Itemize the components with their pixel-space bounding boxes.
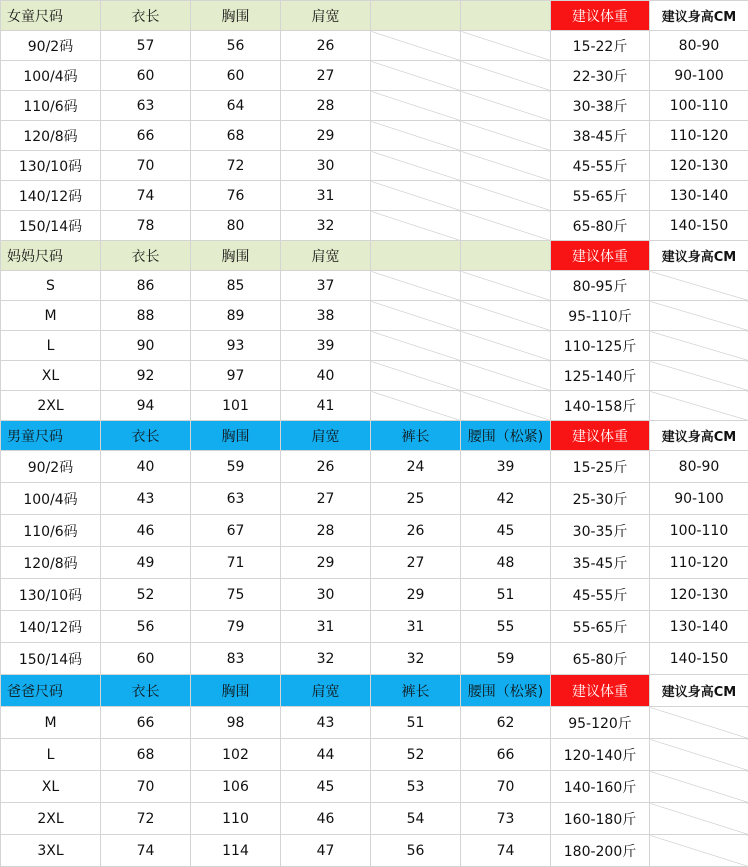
header-pants-length — [371, 241, 461, 271]
cell-length: 68 — [101, 739, 191, 771]
cell-weight: 80-95斤 — [551, 271, 650, 301]
cell-length: 78 — [101, 211, 191, 241]
cell-height: 120-130 — [650, 579, 748, 611]
cell-shoulder: 29 — [281, 121, 371, 151]
cell-chest: 106 — [191, 771, 281, 803]
table-header-row — [1, 675, 748, 707]
cell-shoulder: 45 — [281, 771, 371, 803]
header-shoulder: 肩宽 — [281, 421, 371, 451]
cell-chest: 85 — [191, 271, 281, 301]
cell-height: 120-130 — [650, 151, 748, 181]
cell-size: 120/8码 — [1, 121, 101, 151]
boys-size-table — [0, 420, 748, 675]
header-pants-length — [371, 1, 461, 31]
header-shoulder: 肩宽 — [281, 1, 371, 31]
header-weight: 建议体重 — [551, 241, 650, 271]
cell-shoulder: 47 — [281, 835, 371, 867]
cell-chest: 60 — [191, 61, 281, 91]
header-size: 爸爸尺码 — [1, 675, 101, 707]
cell-shoulder: 41 — [281, 391, 371, 421]
cell-size: 150/14码 — [1, 643, 101, 675]
header-length: 衣长 — [101, 675, 191, 707]
empty-cell-pants-length — [371, 361, 461, 391]
cell-pants-length: 53 — [371, 771, 461, 803]
cell-weight: 160-180斤 — [551, 803, 650, 835]
cell-size: L — [1, 331, 101, 361]
cell-size: 90/2码 — [1, 31, 101, 61]
header-length: 衣长 — [101, 1, 191, 31]
cell-shoulder: 27 — [281, 61, 371, 91]
table-header-row — [1, 1, 748, 31]
table-row — [1, 451, 748, 483]
cell-pants-length: 25 — [371, 483, 461, 515]
cell-shoulder: 31 — [281, 181, 371, 211]
cell-height: 110-120 — [650, 121, 748, 151]
cell-length: 94 — [101, 391, 191, 421]
header-pants-length: 裤长 — [371, 421, 461, 451]
cell-pants-length: 51 — [371, 707, 461, 739]
cell-weight: 25-30斤 — [551, 483, 650, 515]
cell-shoulder: 37 — [281, 271, 371, 301]
empty-cell-pants-length — [371, 31, 461, 61]
cell-weight: 38-45斤 — [551, 121, 650, 151]
cell-chest: 114 — [191, 835, 281, 867]
empty-cell-waist — [461, 91, 551, 121]
table-row — [1, 331, 748, 361]
cell-waist: 59 — [461, 643, 551, 675]
cell-weight: 55-65斤 — [551, 611, 650, 643]
cell-size: 110/6码 — [1, 91, 101, 121]
cell-length: 56 — [101, 611, 191, 643]
header-height: 建议身高CM — [650, 675, 748, 707]
cell-shoulder: 28 — [281, 91, 371, 121]
table-row — [1, 739, 748, 771]
cell-size: 90/2码 — [1, 451, 101, 483]
cell-height: 100-110 — [650, 515, 748, 547]
cell-shoulder: 30 — [281, 151, 371, 181]
cell-waist: 74 — [461, 835, 551, 867]
header-weight: 建议体重 — [551, 421, 650, 451]
cell-size: 140/12码 — [1, 181, 101, 211]
empty-cell-height — [650, 391, 748, 421]
cell-height: 100-110 — [650, 91, 748, 121]
table-row — [1, 151, 748, 181]
cell-shoulder: 44 — [281, 739, 371, 771]
cell-shoulder: 38 — [281, 301, 371, 331]
table-row — [1, 515, 748, 547]
table-row — [1, 771, 748, 803]
cell-length: 72 — [101, 803, 191, 835]
cell-size: 100/4码 — [1, 483, 101, 515]
empty-cell-pants-length — [371, 301, 461, 331]
empty-cell-height — [650, 771, 748, 803]
cell-height: 80-90 — [650, 451, 748, 483]
cell-height: 90-100 — [650, 483, 748, 515]
cell-chest: 93 — [191, 331, 281, 361]
header-waist — [461, 241, 551, 271]
cell-size: 150/14码 — [1, 211, 101, 241]
empty-cell-waist — [461, 331, 551, 361]
cell-pants-length: 32 — [371, 643, 461, 675]
table-row — [1, 803, 748, 835]
empty-cell-pants-length — [371, 331, 461, 361]
empty-cell-height — [650, 835, 748, 867]
cell-size: 120/8码 — [1, 547, 101, 579]
cell-weight: 95-120斤 — [551, 707, 650, 739]
empty-cell-waist — [461, 271, 551, 301]
header-shoulder: 肩宽 — [281, 241, 371, 271]
cell-height: 90-100 — [650, 61, 748, 91]
empty-cell-waist — [461, 391, 551, 421]
cell-waist: 45 — [461, 515, 551, 547]
cell-shoulder: 29 — [281, 547, 371, 579]
empty-cell-waist — [461, 211, 551, 241]
table-row — [1, 181, 748, 211]
cell-length: 86 — [101, 271, 191, 301]
header-height: 建议身高CM — [650, 421, 748, 451]
cell-size: 2XL — [1, 803, 101, 835]
cell-weight: 140-158斤 — [551, 391, 650, 421]
empty-cell-pants-length — [371, 91, 461, 121]
cell-shoulder: 28 — [281, 515, 371, 547]
cell-size: 2XL — [1, 391, 101, 421]
cell-weight: 140-160斤 — [551, 771, 650, 803]
header-size: 妈妈尺码 — [1, 241, 101, 271]
cell-waist: 55 — [461, 611, 551, 643]
cell-weight: 120-140斤 — [551, 739, 650, 771]
table-row — [1, 301, 748, 331]
header-height: 建议身高CM — [650, 241, 748, 271]
cell-weight: 45-55斤 — [551, 579, 650, 611]
empty-cell-height — [650, 707, 748, 739]
cell-shoulder: 32 — [281, 643, 371, 675]
cell-length: 66 — [101, 707, 191, 739]
cell-weight: 125-140斤 — [551, 361, 650, 391]
empty-cell-pants-length — [371, 271, 461, 301]
cell-length: 90 — [101, 331, 191, 361]
girls-size-table — [0, 0, 748, 241]
table-row — [1, 61, 748, 91]
cell-height: 130-140 — [650, 611, 748, 643]
empty-cell-waist — [461, 61, 551, 91]
cell-shoulder: 30 — [281, 579, 371, 611]
header-height: 建议身高CM — [650, 1, 748, 31]
header-waist — [461, 1, 551, 31]
table-row — [1, 579, 748, 611]
cell-waist: 62 — [461, 707, 551, 739]
cell-weight: 15-22斤 — [551, 31, 650, 61]
empty-cell-pants-length — [371, 181, 461, 211]
cell-waist: 42 — [461, 483, 551, 515]
cell-size: XL — [1, 771, 101, 803]
header-chest: 胸围 — [191, 1, 281, 31]
cell-waist: 66 — [461, 739, 551, 771]
empty-cell-height — [650, 271, 748, 301]
cell-chest: 59 — [191, 451, 281, 483]
cell-size: M — [1, 707, 101, 739]
header-length: 衣长 — [101, 241, 191, 271]
empty-cell-pants-length — [371, 211, 461, 241]
empty-cell-height — [650, 361, 748, 391]
empty-cell-height — [650, 803, 748, 835]
cell-chest: 76 — [191, 181, 281, 211]
header-waist: 腰围（松紧) — [461, 675, 551, 707]
cell-pants-length: 24 — [371, 451, 461, 483]
cell-size: L — [1, 739, 101, 771]
header-waist: 腰围（松紧) — [461, 421, 551, 451]
header-weight: 建议体重 — [551, 1, 650, 31]
cell-weight: 65-80斤 — [551, 643, 650, 675]
cell-chest: 102 — [191, 739, 281, 771]
cell-size: 130/10码 — [1, 579, 101, 611]
table-header-row — [1, 241, 748, 271]
header-weight: 建议体重 — [551, 675, 650, 707]
table-row — [1, 31, 748, 61]
cell-chest: 97 — [191, 361, 281, 391]
cell-waist: 70 — [461, 771, 551, 803]
cell-chest: 71 — [191, 547, 281, 579]
header-pants-length: 裤长 — [371, 675, 461, 707]
cell-chest: 64 — [191, 91, 281, 121]
table-row — [1, 547, 748, 579]
cell-length: 43 — [101, 483, 191, 515]
table-row — [1, 643, 748, 675]
table-row — [1, 391, 748, 421]
cell-length: 74 — [101, 835, 191, 867]
cell-shoulder: 26 — [281, 31, 371, 61]
cell-waist: 73 — [461, 803, 551, 835]
cell-pants-length: 54 — [371, 803, 461, 835]
cell-pants-length: 27 — [371, 547, 461, 579]
cell-length: 49 — [101, 547, 191, 579]
mom-size-table — [0, 240, 748, 421]
cell-weight: 35-45斤 — [551, 547, 650, 579]
empty-cell-pants-length — [371, 61, 461, 91]
cell-length: 70 — [101, 771, 191, 803]
cell-chest: 56 — [191, 31, 281, 61]
table-row — [1, 611, 748, 643]
empty-cell-waist — [461, 181, 551, 211]
cell-shoulder: 43 — [281, 707, 371, 739]
header-size: 男童尺码 — [1, 421, 101, 451]
cell-length: 92 — [101, 361, 191, 391]
header-chest: 胸围 — [191, 241, 281, 271]
cell-shoulder: 46 — [281, 803, 371, 835]
cell-chest: 83 — [191, 643, 281, 675]
cell-shoulder: 39 — [281, 331, 371, 361]
cell-waist: 51 — [461, 579, 551, 611]
table-row — [1, 271, 748, 301]
cell-chest: 80 — [191, 211, 281, 241]
cell-height: 140-150 — [650, 211, 748, 241]
cell-size: 140/12码 — [1, 611, 101, 643]
cell-chest: 63 — [191, 483, 281, 515]
cell-height: 80-90 — [650, 31, 748, 61]
cell-length: 57 — [101, 31, 191, 61]
cell-length: 60 — [101, 61, 191, 91]
cell-weight: 110-125斤 — [551, 331, 650, 361]
cell-weight: 65-80斤 — [551, 211, 650, 241]
cell-size: 130/10码 — [1, 151, 101, 181]
cell-shoulder: 26 — [281, 451, 371, 483]
cell-height: 130-140 — [650, 181, 748, 211]
cell-shoulder: 40 — [281, 361, 371, 391]
cell-waist: 39 — [461, 451, 551, 483]
cell-chest: 72 — [191, 151, 281, 181]
empty-cell-pants-length — [371, 151, 461, 181]
cell-weight: 22-30斤 — [551, 61, 650, 91]
cell-chest: 75 — [191, 579, 281, 611]
empty-cell-height — [650, 739, 748, 771]
cell-size: 3XL — [1, 835, 101, 867]
cell-chest: 98 — [191, 707, 281, 739]
empty-cell-waist — [461, 151, 551, 181]
cell-shoulder: 27 — [281, 483, 371, 515]
cell-pants-length: 52 — [371, 739, 461, 771]
cell-chest: 101 — [191, 391, 281, 421]
cell-weight: 95-110斤 — [551, 301, 650, 331]
empty-cell-waist — [461, 361, 551, 391]
cell-weight: 180-200斤 — [551, 835, 650, 867]
empty-cell-waist — [461, 301, 551, 331]
header-size: 女童尺码 — [1, 1, 101, 31]
cell-size: S — [1, 271, 101, 301]
cell-pants-length: 31 — [371, 611, 461, 643]
cell-length: 60 — [101, 643, 191, 675]
table-row — [1, 361, 748, 391]
cell-chest: 79 — [191, 611, 281, 643]
table-row — [1, 835, 748, 867]
empty-cell-waist — [461, 121, 551, 151]
table-row — [1, 91, 748, 121]
dad-size-table — [0, 674, 748, 867]
table-row — [1, 211, 748, 241]
cell-length: 63 — [101, 91, 191, 121]
empty-cell-waist — [461, 31, 551, 61]
empty-cell-pants-length — [371, 121, 461, 151]
cell-size: XL — [1, 361, 101, 391]
cell-chest: 67 — [191, 515, 281, 547]
cell-length: 46 — [101, 515, 191, 547]
cell-weight: 55-65斤 — [551, 181, 650, 211]
cell-height: 140-150 — [650, 643, 748, 675]
cell-pants-length: 56 — [371, 835, 461, 867]
cell-length: 74 — [101, 181, 191, 211]
table-row — [1, 121, 748, 151]
cell-shoulder: 32 — [281, 211, 371, 241]
cell-weight: 15-25斤 — [551, 451, 650, 483]
cell-height: 110-120 — [650, 547, 748, 579]
cell-length: 88 — [101, 301, 191, 331]
empty-cell-pants-length — [371, 391, 461, 421]
table-header-row — [1, 421, 748, 451]
cell-length: 66 — [101, 121, 191, 151]
cell-pants-length: 26 — [371, 515, 461, 547]
header-chest: 胸围 — [191, 421, 281, 451]
empty-cell-height — [650, 301, 748, 331]
cell-size: 100/4码 — [1, 61, 101, 91]
cell-length: 52 — [101, 579, 191, 611]
cell-size: 110/6码 — [1, 515, 101, 547]
cell-chest: 89 — [191, 301, 281, 331]
cell-length: 70 — [101, 151, 191, 181]
header-length: 衣长 — [101, 421, 191, 451]
cell-chest: 110 — [191, 803, 281, 835]
cell-weight: 30-35斤 — [551, 515, 650, 547]
cell-waist: 48 — [461, 547, 551, 579]
cell-pants-length: 29 — [371, 579, 461, 611]
cell-shoulder: 31 — [281, 611, 371, 643]
empty-cell-height — [650, 331, 748, 361]
table-row — [1, 483, 748, 515]
cell-size: M — [1, 301, 101, 331]
cell-weight: 30-38斤 — [551, 91, 650, 121]
header-shoulder: 肩宽 — [281, 675, 371, 707]
cell-weight: 45-55斤 — [551, 151, 650, 181]
table-row — [1, 707, 748, 739]
cell-chest: 68 — [191, 121, 281, 151]
header-chest: 胸围 — [191, 675, 281, 707]
cell-length: 40 — [101, 451, 191, 483]
